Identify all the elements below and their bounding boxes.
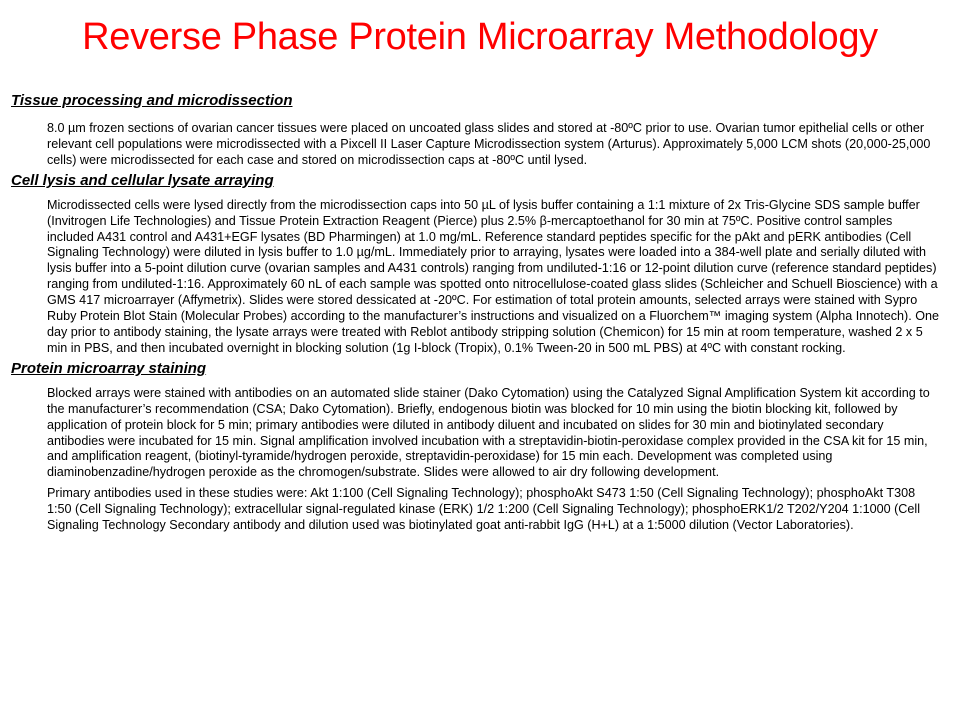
section-paragraph-cell-lysis: Microdissected cells were lysed directly from the microdissection caps into 50 µL of lysis buffer containing a 1:1 mixture of 2x Tris-Glycine SDS sample buffer (Invitrogen Life Technologies) and Tissue Protein Extraction Reagent (Pierce) plus 2.5% β-mercaptoethanol for 30 min at 75ºC. Positive control samples included A431 control and A431+EGF lysates (BD Pharmingen) at 1.0 mg/mL. Reference standard peptides specific for the pAkt and pERK antibodies (Cell Signaling Technology) were diluted in lysis buffer to 1.0 µg/mL. Immediately prior to arraying, lysates were loaded into a 384-well plate and serially diluted with lysis buffer into a 5-point dilution curve (ovarian samples and A431 controls) ranging from undiluted-1:16 or 12-point dilution curve (reference standard peptides) ranging from undiluted-1:16. Approximately 60 nL of each sample was spotted onto nitrocellulose-coated glass slides (Schleicher and Schuell Bioscience) with a GMS 417 microarrayer (Affymetrix). Slides were stored dessicated at -20ºC. For estimation of total protein amounts, selected arrays were stained with Sypro Ruby Protein Blot Stain (Molecular Probes) according to the manufacturer’s instructions and visualized on a Fluorchem™ imaging system (Alpha Innotech). One day prior to antibody staining, the lysate arrays were treated with Reblot antibody stripping solution (Chemicon) for 15 min at room temperature, washed 2 x 5 min in PBS, and then incubated overnight in blocking solution (1g I-block (Tropix), 0.1% Tween-20 in 500 mL PBS) at 4ºC with constant rocking.	[47, 197, 940, 355]
page-title: Reverse Phase Protein Microarray Methodology	[82, 16, 878, 58]
section-paragraph-antibodies: Primary antibodies used in these studies were: Akt 1:100 (Cell Signaling Technology); phosphoAkt S473 1:50 (Cell Signaling Technology); phosphoAkt T308 1:50 (Cell Signaling Technology); extracellular signal-regulated kinase (ERK) 1/2 1:200 (Cell Signaling Technology); phosphoERK1/2 T202/Y204 1:1000 (Cell Signaling Technology Secondary antibody and dilution used was biotinylated goat anti-rabbit IgG (H+L) at a 1:5000 dilution (Vector Laboratories).	[47, 486, 920, 533]
section-heading-tissue-processing: Tissue processing and microdissection	[11, 92, 293, 109]
section-heading-microarray-staining: Protein microarray staining	[11, 359, 207, 377]
section-heading-cell-lysis: Cell lysis and cellular lysate arraying	[11, 171, 274, 189]
document-body	[11, 91, 941, 534]
section-paragraph-staining-procedure: Blocked arrays were stained with antibodies on an automated slide stainer (Dako Cytomation) using the Catalyzed Signal Amplification System kit according to the manufacturer’s recommendation (CSA; Dako Cytomation). Briefly, endogenous biotin was blocked for 10 min using the biotin blocking kit, followed by application of protein block for 5 min; primary antibodies were diluted in antibody diluent and incubated on slides for 30 min and biotinylated secondary antibodies were incubated for 15 min. Signal amplification involved incubation with a streptavidin-biotin-peroxidase complex provided in the CSA kit for 15 min, and amplification reagent, (biotinyl-tyramide/hydrogen peroxide, streptavidin-peroxidase) for 15 min each. Development was completed using diaminobenzadine/hydrogen peroxide as the chromogen/substrate. Slides were allowed to air dry following development.	[47, 385, 930, 480]
section-paragraph-tissue-processing: 8.0 µm frozen sections of ovarian cancer tissues were placed on uncoated glass slides and stored at -80ºC prior to use. Ovarian tumor epithelial cells or other relevant cell populations were microdissected with a Pixcell II Laser Capture Microdissection system (Arturus). Approximately 5,000 LCM shots (20,000-25,000 cells) were microdissected for each case and stored on microdissection caps at -80ºC until lysed.	[47, 121, 931, 167]
